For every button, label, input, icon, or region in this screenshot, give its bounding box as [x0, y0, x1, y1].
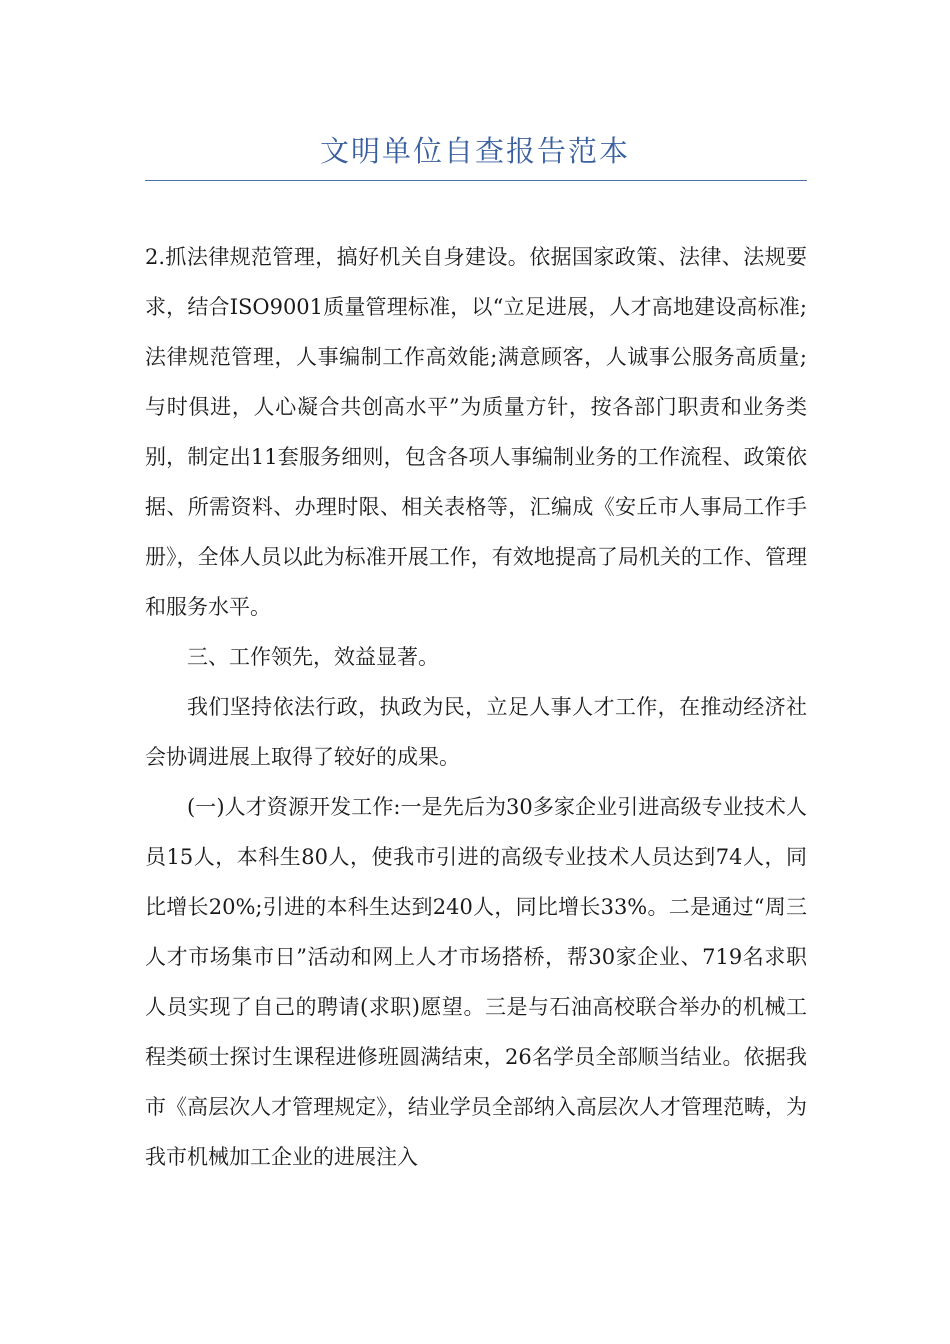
- paragraph-section-three-heading: 三、工作领先，效益显著。: [187, 645, 439, 669]
- document-title: 文明单位自查报告范本: [319, 134, 630, 168]
- paragraph-legal-management: 2.抓法律规范管理，搞好机关自身建设。依据国家政策、法律、法规要求，结合ISO9001质量管理标准，以“立足进展，人才高地建设高标准;法律规范管理，人事编制工作高效能;满意顾客，人诚事公服务高质量;与时俱进，人心凝合共创高水平”为质量方针，按各部门职责和业务类别，制定出11套服务细则，包含各项人事编制业务的工作流程、政策依据、所需资料、办理时限、相关表格等，汇编成《安丘市人事局工作手册》，全体人员以此为标准开展工作，有效地提高了局机关的工作、管理和服务水平。: [145, 245, 807, 619]
- title-divider: [145, 180, 807, 181]
- paragraph-rule-of-law: 我们坚持依法行政，执政为民，立足人事人才工作，在推动经济社会协调进展上取得了较好的成果。: [145, 695, 807, 769]
- paragraph-talent-development: (一)人才资源开发工作:一是先后为30多家企业引进高级专业技术人员15人，本科生80人，使我市引进的高级专业技术人员达到74人，同比增长20%;引进的本科生达到240人，同比增长33%。二是通过“周三人才市场集市日”活动和网上人才市场搭桥，帮30家企业、719名求职人员实现了自己的聘请(求职)愿望。三是与石油高校联合举办的机械工程类硕士探讨生课程进修班圆满结束，26名学员全部顺当结业。依据我市《高层次人才管理规定》，结业学员全部纳入高层次人才管理范畴，为我市机械加工企业的进展注入: [145, 795, 807, 1169]
- document-body: [145, 232, 807, 1182]
